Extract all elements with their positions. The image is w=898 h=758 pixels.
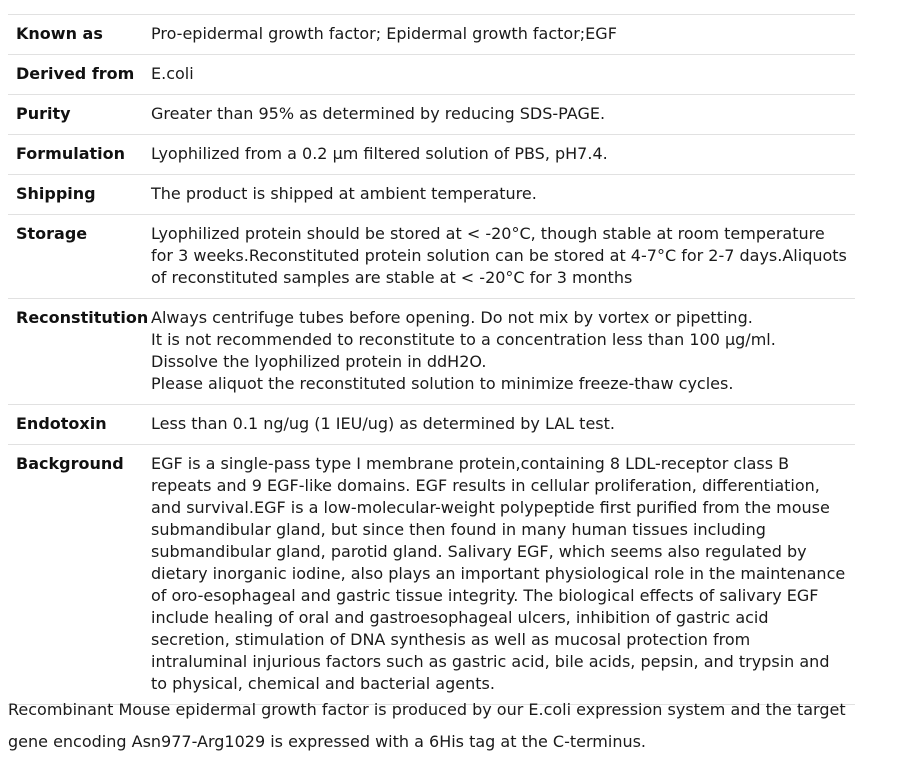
table-row — [8, 15, 855, 55]
row-label-derived-from: Derived from — [16, 64, 135, 83]
table-row — [8, 299, 855, 405]
row-label-known-as: Known as — [16, 24, 103, 43]
row-label-formulation: Formulation — [16, 144, 126, 163]
row-label-shipping: Shipping — [16, 184, 96, 203]
row-value-known-as: Pro-epidermal growth factor; Epidermal growth factor;EGF — [151, 24, 617, 43]
row-label-storage: Storage — [16, 224, 88, 243]
table-row — [8, 175, 855, 215]
row-label-endotoxin: Endotoxin — [16, 414, 107, 433]
row-value-endotoxin: Less than 0.1 ng/ug (1 IEU/ug) as determined by LAL test. — [151, 414, 615, 433]
row-value-formulation: Lyophilized from a 0.2 μm filtered solution of PBS, pH7.4. — [151, 144, 608, 163]
table-row — [8, 405, 855, 445]
row-label-background: Background — [16, 454, 124, 473]
row-value-background: EGF is a single-pass type I membrane protein,containing 8 LDL-receptor class B repeats and 9 EGF-like domains. EGF results in cellular proliferation, differentiation, and survival.EGF is a low-molecular-weight polypeptide first purified from the mouse submandibular gland, but since then found in many human tissues including submandibular gland, parotid gland. Salivary EGF, which seems also regulated by dietary inorganic iodine, also plays an important physiological role in the maintenance of oro-esophageal and gastric tissue integrity. The biological effects of salivary EGF include healing of oral and gastroesophageal ulcers, inhibition of gastric acid secretion, stimulation of DNA synthesis as well as mucosal protection from intraluminal injurious factors such as gastric acid, bile acids, pepsin, and trypsin and to physical, chemical and bacterial agents. — [151, 454, 846, 693]
table-row — [8, 445, 855, 705]
row-label-purity: Purity — [16, 104, 71, 123]
product-description-paragraph: Recombinant Mouse epidermal growth factor is produced by our E.coli expression system and the target gene encoding Asn977-Arg1029 is expressed with a 6His tag at the C-terminus. — [8, 700, 846, 751]
row-value-reconstitution: Always centrifuge tubes before opening. Do not mix by vortex or pipetting. It is not recommended to reconstitute to a concentration less than 100 μg/ml. Dissolve the lyophilized protein in ddH2O. Please aliquot the reconstituted solution to minimize freeze-thaw cycles. — [151, 308, 776, 393]
table-row — [8, 215, 855, 299]
table-row — [8, 55, 855, 95]
row-value-storage: Lyophilized protein should be stored at < -20°C, though stable at room temperature for 3 weeks.Reconstituted protein solution can be stored at 4-7°C for 2-7 days.Aliquots of reconstituted samples are stable at < -20°C for 3 months — [151, 224, 847, 287]
row-value-purity: Greater than 95% as determined by reducing SDS-PAGE. — [151, 104, 606, 123]
row-value-derived-from: E.coli — [151, 64, 194, 83]
product-spec-table — [8, 14, 855, 705]
row-value-shipping: The product is shipped at ambient temperature. — [151, 184, 537, 203]
row-label-reconstitution: Reconstitution — [16, 308, 149, 327]
table-row — [8, 95, 855, 135]
table-row — [8, 135, 855, 175]
